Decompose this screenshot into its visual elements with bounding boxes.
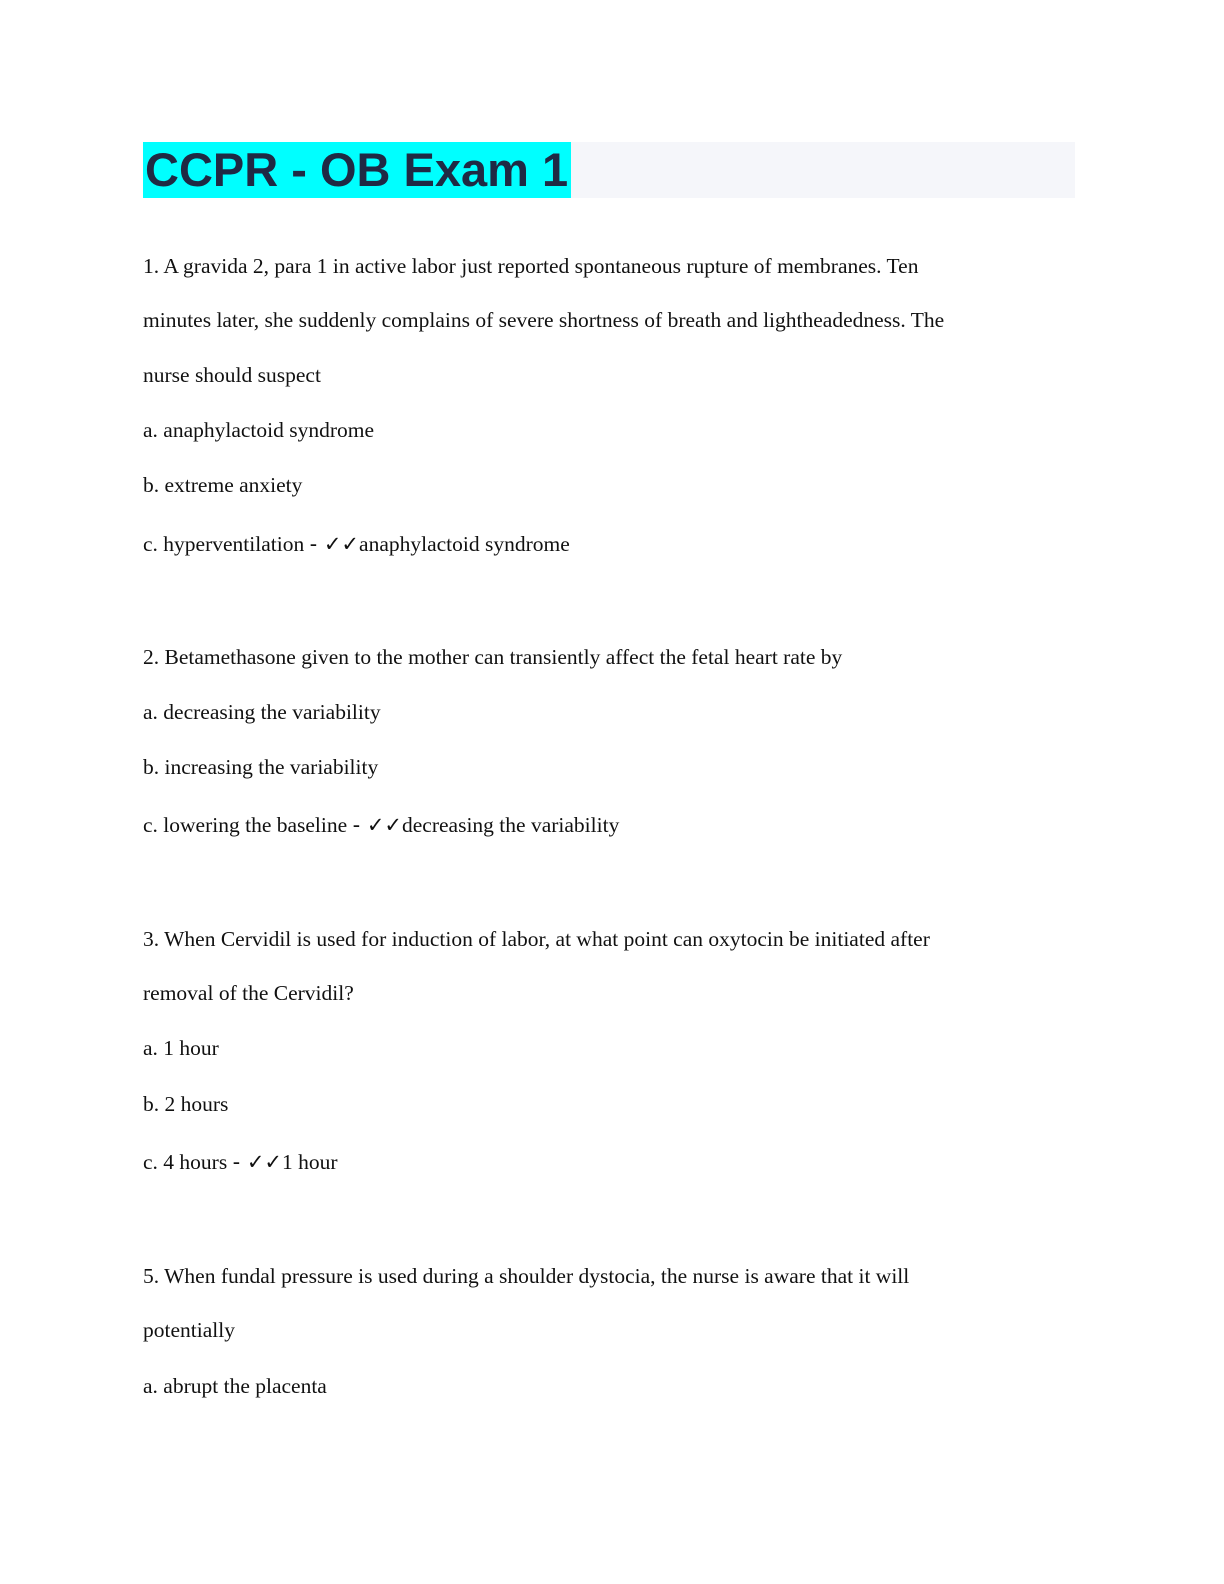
answer-check-icon: - ✓✓ xyxy=(309,532,360,556)
question-1-line-1: 1. A gravida 2, para 1 in active labor just reported spontaneous rupture of membranes. Ten xyxy=(143,254,919,278)
question-3-answer: 1 hour xyxy=(282,1150,338,1174)
document-title: CCPR - OB Exam 1 xyxy=(143,142,571,198)
answer-check-icon: - ✓✓ xyxy=(352,813,403,837)
question-5-option-a: a. abrupt the placenta xyxy=(143,1374,327,1398)
question-1-option-c-row xyxy=(143,531,570,557)
question-3-line-1: 3. When Cervidil is used for induction of labor, at what point can oxytocin be initiated after xyxy=(143,927,930,951)
question-2-option-c-row xyxy=(143,812,619,838)
question-1-option-c: c. hyperventilation xyxy=(143,532,305,556)
question-3-option-b: b. 2 hours xyxy=(143,1092,229,1116)
question-1-line-2: minutes later, she suddenly complains of severe shortness of breath and lightheadedness. The xyxy=(143,308,945,332)
question-2-line-1: 2. Betamethasone given to the mother can transiently affect the fetal heart rate by xyxy=(143,645,843,669)
question-2-option-c: c. lowering the baseline xyxy=(143,813,348,837)
question-5-line-1: 5. When fundal pressure is used during a shoulder dystocia, the nurse is aware that it will xyxy=(143,1264,910,1288)
question-3-option-a: a. 1 hour xyxy=(143,1036,219,1060)
question-3-option-c: c. 4 hours xyxy=(143,1150,228,1174)
title-band xyxy=(143,142,1075,198)
question-1-option-b: b. extreme anxiety xyxy=(143,473,303,497)
question-3-option-c-row xyxy=(143,1149,338,1175)
question-2-option-a: a. decreasing the variability xyxy=(143,700,381,724)
answer-check-icon: - ✓✓ xyxy=(232,1150,283,1174)
question-3-line-2: removal of the Cervidil? xyxy=(143,981,354,1005)
question-2-option-b: b. increasing the variability xyxy=(143,755,379,779)
question-1-answer: anaphylactoid syndrome xyxy=(359,532,570,556)
question-5-line-2: potentially xyxy=(143,1318,235,1342)
question-1-line-3: nurse should suspect xyxy=(143,363,321,387)
question-2-answer: decreasing the variability xyxy=(402,813,620,837)
question-1-option-a: a. anaphylactoid syndrome xyxy=(143,418,375,442)
